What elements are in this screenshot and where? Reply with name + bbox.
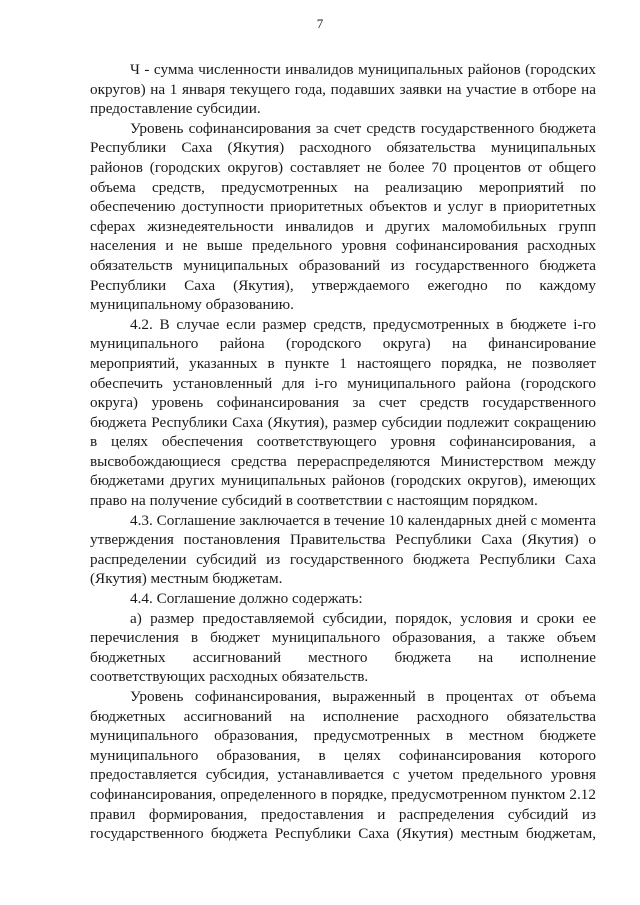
document-body bbox=[90, 60, 596, 844]
text-line: Ч - сумма численности инвалидов муниципальных районов (городских bbox=[130, 61, 596, 78]
text-line: государственного бюджета Республики Саха (Якутия) местным бюджетам, bbox=[90, 825, 596, 843]
text-line: 4.2. В случае если размер средств, предусмотренных в бюджете i-го bbox=[130, 315, 596, 333]
text-line: а) размер предоставляемой субсидии, порядок, условия и сроки ее bbox=[130, 609, 596, 627]
text-line: муниципального образования, в целях софинансирования которого bbox=[90, 746, 596, 764]
paragraph-variable-definition bbox=[90, 60, 596, 119]
text-line: 4.4. Соглашение должно содержать: bbox=[130, 590, 363, 608]
text-line: распределении субсидий из государственного бюджета Республики Саха bbox=[90, 550, 596, 568]
paragraph-item-a bbox=[90, 609, 596, 687]
text-line: Уровень софинансирования за счет средств государственного бюджета bbox=[130, 119, 596, 137]
text-line: муниципальному образованию. bbox=[90, 296, 294, 314]
text-line: сферах жизнедеятельности инвалидов и других маломобильных групп bbox=[90, 217, 596, 235]
paragraph-clause-4-4 bbox=[90, 589, 596, 609]
text-line: округа) уровень софинансирования за счет средств государственного bbox=[90, 394, 596, 412]
text-line: право на получение субсидий в соответствии с настоящим порядком. bbox=[90, 492, 538, 510]
text-line: перечисления в бюджет муниципального образования, а также объем bbox=[90, 629, 596, 647]
text-line: бюджета Республики Саха (Якутия), размер субсидии подлежит сокращению bbox=[90, 413, 596, 431]
text-line: Республики Саха (Якутия), утверждаемого ежегодно по каждому bbox=[90, 276, 596, 294]
text-line: населения и не выше предельного уровня софинансирования расходных bbox=[90, 237, 596, 255]
text-line: утверждения постановления Правительства Республики Саха (Якутия) о bbox=[90, 531, 596, 549]
text-line: обеспечению доступности приоритетных объектов и услуг в приоритетных bbox=[90, 198, 596, 216]
text-line: Республики Саха (Якутия) расходного обязательства муниципальных bbox=[90, 139, 596, 157]
text-line: в целях обеспечения соответствующего уровня софинансирования, а bbox=[90, 433, 596, 451]
text-line: 4.3. Соглашение заключается в течение 10 календарных дней с момента bbox=[130, 511, 596, 529]
text-line: обеспечить установленный для i-го муниципального района (городского bbox=[90, 374, 596, 392]
text-line: районов (городских округов) составляет не более 70 процентов от общего bbox=[90, 158, 596, 176]
text-line: муниципального образования, предусмотренных в местном бюджете bbox=[90, 727, 596, 745]
text-line: бюджетами других муниципальных районов (городских округов), имеющих bbox=[90, 472, 596, 490]
text-line: обязательств муниципальных образований из государственного бюджета bbox=[90, 256, 596, 274]
text-line: округов) на 1 января текущего года, подавших заявки на участие в отборе на bbox=[90, 80, 596, 98]
text-line: предоставление субсидии. bbox=[90, 100, 261, 118]
text-line: муниципального района (городского округа) на финансирование bbox=[90, 335, 596, 353]
paragraph-clause-4-3 bbox=[90, 511, 596, 589]
text-line: софинансирования, определенного в порядке, предусмотренном пунктом 2.12 bbox=[90, 785, 596, 803]
text-line: правил формирования, предоставления и распределения субсидий из bbox=[90, 805, 596, 823]
text-line: мероприятий, указанных в пункте 1 настоящего порядка, не позволяет bbox=[90, 354, 596, 372]
text-line: (Якутия) местным бюджетам. bbox=[90, 570, 283, 588]
paragraph-cofinancing-level bbox=[90, 119, 596, 315]
text-line: объема средств, предусмотренных на реализацию мероприятий по bbox=[90, 178, 596, 196]
text-line: соответствующих расходных обязательств. bbox=[90, 668, 369, 686]
text-line: предоставляется субсидия, устанавливается с учетом предельного уровня bbox=[90, 766, 596, 784]
text-line: бюджетных ассигнований местного бюджета на исполнение bbox=[90, 648, 596, 666]
text-line: высвобождающиеся средства перераспределяются Министерством между bbox=[90, 452, 596, 470]
text-line: бюджетных ассигнований на исполнение расходного обязательства bbox=[90, 707, 596, 725]
text-line: Уровень софинансирования, выраженный в процентах от объема bbox=[130, 688, 596, 705]
paragraph-clause-4-2 bbox=[90, 315, 596, 511]
page-number: 7 bbox=[316, 16, 324, 31]
paragraph-cofinancing-percent bbox=[90, 687, 596, 844]
